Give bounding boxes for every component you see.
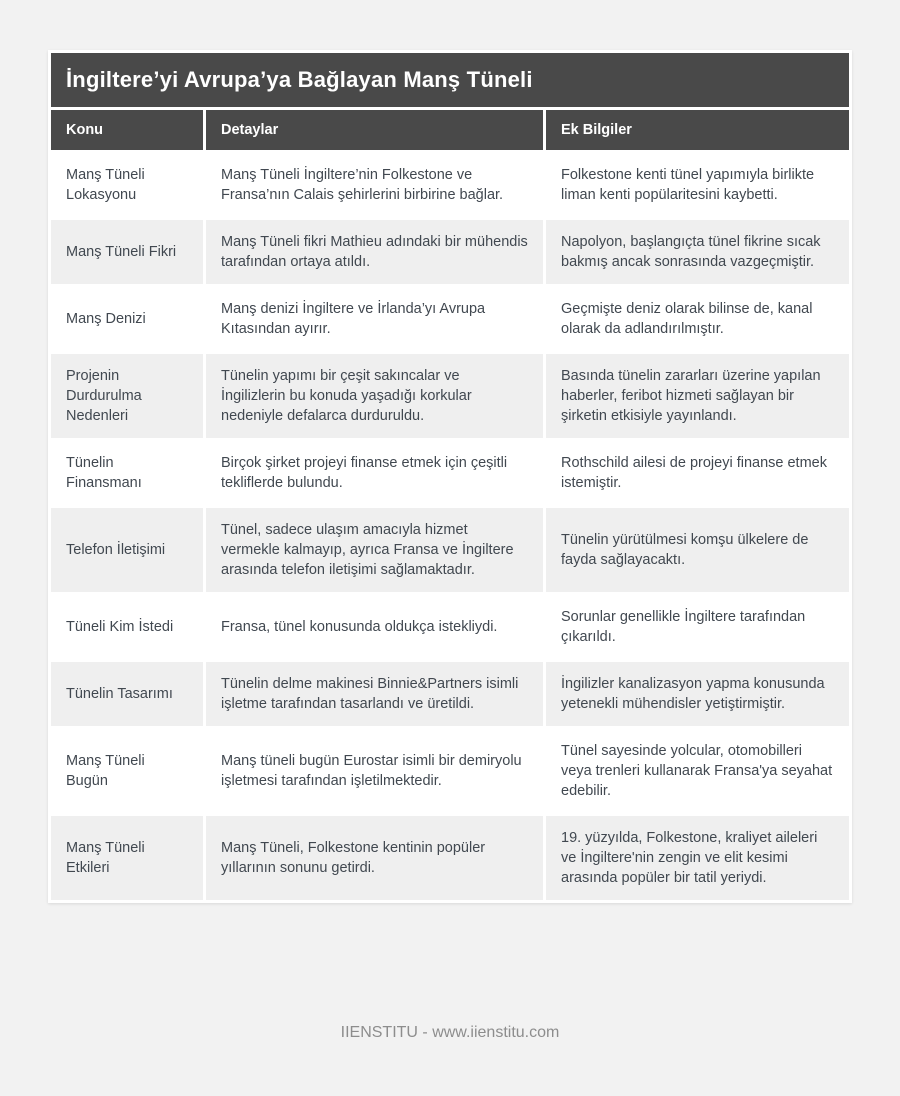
topic-cell: Manş Tüneli Bugün [51, 729, 203, 813]
table-row [51, 662, 849, 726]
extra-info-cell: Folkestone kenti tünel yapımıyla birlikte liman kenti popülaritesini kaybetti. [546, 153, 849, 217]
extra-info-cell: 19. yüzyılda, Folkestone, kraliyet aileleri ve İngiltere'nin zengin ve elit kesimi arasında popüler bir tatil yeriydi. [546, 816, 849, 900]
topic-cell: Manş Tüneli Fikri [51, 220, 203, 284]
details-cell: Birçok şirket projeyi finanse etmek için çeşitli tekliflerde bulundu. [206, 441, 543, 505]
extra-info-cell: Sorunlar genellikle İngiltere tarafından çıkarıldı. [546, 595, 849, 659]
extra-info-cell: Napolyon, başlangıçta tünel fikrine sıcak bakmış ancak sonrasında vazgeçmiştir. [546, 220, 849, 284]
topic-cell: Tünelin Finansmanı [51, 441, 203, 505]
details-cell: Manş Tüneli fikri Mathieu adındaki bir mühendis tarafından ortaya atıldı. [206, 220, 543, 284]
column-header-ek-bilgiler: Ek Bilgiler [546, 110, 849, 150]
details-cell: Manş denizi İngiltere ve İrlanda’yı Avrupa Kıtasından ayırır. [206, 287, 543, 351]
extra-info-cell: Basında tünelin zararları üzerine yapılan haberler, feribot hizmeti sağlayan bir şirketin etkisiyle yayınlandı. [546, 354, 849, 438]
table-row [51, 354, 849, 438]
extra-info-cell: Tünelin yürütülmesi komşu ülkelere de fayda sağlayacaktı. [546, 508, 849, 592]
extra-info-cell: Rothschild ailesi de projeyi finanse etmek istemiştir. [546, 441, 849, 505]
table-row [51, 816, 849, 900]
details-cell: Manş Tüneli İngiltere’nin Folkestone ve Fransa’nın Calais şehirlerini birbirine bağlar. [206, 153, 543, 217]
column-header-konu: Konu [51, 110, 203, 150]
details-cell: Tünel, sadece ulaşım amacıyla hizmet vermekle kalmayıp, ayrıca Fransa ve İngiltere arasında telefon iletişimi sağlamaktadır. [206, 508, 543, 592]
column-header-detaylar: Detaylar [206, 110, 543, 150]
document-card [48, 50, 852, 903]
page-title: İngiltere’yi Avrupa’ya Bağlayan Manş Tüneli [51, 53, 849, 107]
table-row [51, 220, 849, 284]
extra-info-cell: Geçmişte deniz olarak bilinse de, kanal olarak da adlandırılmıştır. [546, 287, 849, 351]
table-row [51, 153, 849, 217]
topic-cell: Tünelin Tasarımı [51, 662, 203, 726]
topic-cell: Manş Tüneli Etkileri [51, 816, 203, 900]
topic-cell: Telefon İletişimi [51, 508, 203, 592]
extra-info-cell: Tünel sayesinde yolcular, otomobilleri veya trenleri kullanarak Fransa'ya seyahat edebilir. [546, 729, 849, 813]
details-cell: Tünelin yapımı bir çeşit sakıncalar ve İngilizlerin bu konuda yaşadığı korkular nedeniyle defalarca durduruldu. [206, 354, 543, 438]
extra-info-cell: İngilizler kanalizasyon yapma konusunda yetenekli mühendisler yetiştirmiştir. [546, 662, 849, 726]
details-cell: Manş Tüneli, Folkestone kentinin popüler yıllarının sonunu getirdi. [206, 816, 543, 900]
topic-cell: Tüneli Kim İstedi [51, 595, 203, 659]
info-table [48, 107, 852, 903]
header-row [51, 110, 849, 150]
table-row [51, 595, 849, 659]
table-row [51, 441, 849, 505]
details-cell: Tünelin delme makinesi Binnie&Partners isimli işletme tarafından tasarlandı ve üretildi. [206, 662, 543, 726]
table-row [51, 729, 849, 813]
topic-cell: Manş Denizi [51, 287, 203, 351]
table-row [51, 287, 849, 351]
topic-cell: Manş Tüneli Lokasyonu [51, 153, 203, 217]
details-cell: Fransa, tünel konusunda oldukça istekliydi. [206, 595, 543, 659]
topic-cell: Projenin Durdurulma Nedenleri [51, 354, 203, 438]
table-row [51, 508, 849, 592]
details-cell: Manş tüneli bugün Eurostar isimli bir demiryolu işletmesi tarafından işletilmektedir. [206, 729, 543, 813]
footer-credit: IIENSTITU - www.iienstitu.com [340, 1024, 560, 1041]
